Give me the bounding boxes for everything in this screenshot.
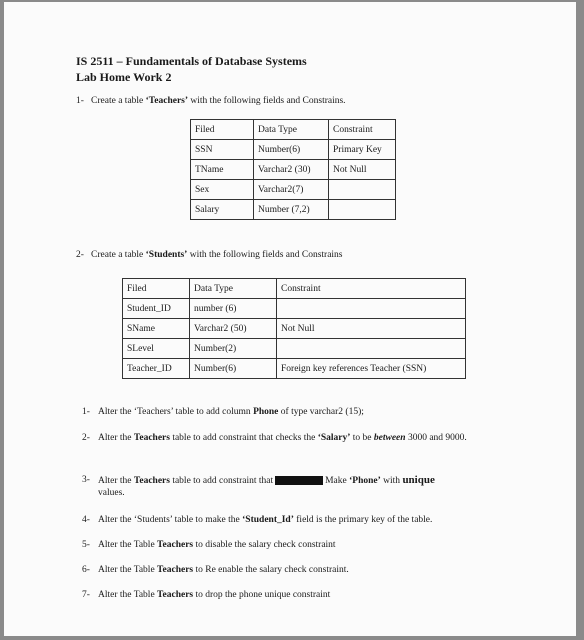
table-cell: Not Null: [329, 160, 396, 180]
task-text: of type varchar2 (15);: [278, 407, 364, 417]
document-page: [4, 2, 576, 636]
table-cell: Number(6): [190, 359, 277, 379]
task-emphasis: unique: [402, 474, 435, 486]
task-emphasis: Phone: [253, 407, 279, 417]
task-3: [82, 474, 512, 500]
table-cell: Sex: [191, 180, 254, 200]
task-2-number: 2-: [82, 433, 90, 443]
question-1: [76, 96, 346, 106]
task-text: to drop the phone unique constraint: [193, 590, 331, 600]
header-cell-type: Data Type: [190, 279, 277, 299]
table-cell: Number (7,2): [254, 200, 329, 220]
task-text: field is the primary key of the table.: [293, 515, 433, 525]
table-cell: Foreign key references Teacher (SSN): [277, 359, 466, 379]
table-cell: Not Null: [277, 319, 466, 339]
task-emphasis: ‘Salary’: [317, 433, 351, 443]
task-6-number: 6-: [82, 565, 90, 575]
table-cell: Salary: [191, 200, 254, 220]
task-text: Alter the Table: [98, 540, 158, 550]
table-cell: [277, 299, 466, 319]
task-3-number: 3-: [82, 475, 90, 485]
students-table: [122, 278, 466, 379]
table-cell: TName: [191, 160, 254, 180]
table-cell: SSN: [191, 140, 254, 160]
table-cell: Varchar2 (50): [190, 319, 277, 339]
task-emphasis: Teachers: [157, 590, 194, 600]
question-2-number: 2-: [76, 250, 84, 260]
task-7-number: 7-: [82, 590, 90, 600]
table-cell: Primary Key: [329, 140, 396, 160]
course-title: IS 2511 – Fundamentals of Database Systems: [76, 54, 307, 68]
table-cell: SName: [123, 319, 190, 339]
header-cell-field: Filed: [123, 279, 190, 299]
task-2-text: [98, 432, 512, 444]
task-4-text: [98, 514, 432, 526]
task-text: 3000 and 9000.: [405, 433, 467, 443]
task-text: values.: [98, 488, 125, 498]
task-text: Alter the Table: [98, 565, 158, 575]
task-text: to Re enable the salary check constraint.: [193, 565, 349, 575]
table-row: [123, 299, 466, 319]
task-1-text: [98, 406, 364, 418]
task-6-text: [98, 564, 349, 576]
teachers-table: [190, 119, 396, 220]
task-text: to disable the salary check constraint: [193, 540, 336, 550]
question-1-post: with the following fields and Constrains.: [188, 96, 346, 106]
table-row: [191, 140, 396, 160]
task-text: Alter the Table: [98, 590, 158, 600]
header-cell-constraint: Constraint: [277, 279, 466, 299]
question-2-table-name: ‘Students’: [145, 250, 188, 260]
table-cell: Number(2): [190, 339, 277, 359]
task-emphasis: Teachers: [133, 476, 170, 486]
header-cell-constraint: Constraint: [329, 120, 396, 140]
task-text: Alter the ‘Teachers’ table to add column: [98, 407, 254, 417]
table-row: [123, 319, 466, 339]
task-text: table to add constraint that checks the: [169, 433, 318, 443]
task-5-text: [98, 539, 336, 551]
task-text: to be: [350, 433, 374, 443]
task-text: Alter the: [98, 476, 134, 486]
task-emphasis: Teachers: [133, 433, 170, 443]
assignment-title: Lab Home Work 2: [76, 70, 172, 84]
table-cell: Varchar2(7): [254, 180, 329, 200]
table-row: [123, 359, 466, 379]
task-4-number: 4-: [82, 515, 90, 525]
table-cell: SLevel: [123, 339, 190, 359]
question-2-pre: Create a table: [91, 250, 146, 260]
task-7-text: [98, 589, 330, 601]
table-row: [191, 200, 396, 220]
table-row: [123, 339, 466, 359]
task-emphasis: ‘Student_Id’: [242, 515, 294, 525]
table-cell: [329, 180, 396, 200]
redaction-block: [275, 476, 323, 485]
table-cell: Varchar2 (30): [254, 160, 329, 180]
task-text: table to add constraint that: [169, 476, 274, 486]
task-1-number: 1-: [82, 407, 90, 417]
table-cell: [277, 339, 466, 359]
task-3-text: [98, 474, 512, 499]
header-cell-type: Data Type: [254, 120, 329, 140]
task-5-number: 5-: [82, 540, 90, 550]
task-emphasis: Teachers: [157, 565, 194, 575]
table-cell: Teacher_ID: [123, 359, 190, 379]
task-emphasis: ‘Phone’: [349, 476, 381, 486]
table-cell: number (6): [190, 299, 277, 319]
task-emphasis: between: [373, 433, 406, 443]
table-header-row: [191, 120, 396, 140]
table-cell: Student_ID: [123, 299, 190, 319]
header-cell-field: Filed: [191, 120, 254, 140]
task-text: Make: [325, 476, 350, 486]
task-2: [82, 432, 512, 458]
table-row: [191, 180, 396, 200]
table-header-row: [123, 279, 466, 299]
task-text: Alter the: [98, 433, 134, 443]
task-text: with: [380, 476, 403, 486]
table-cell: [329, 200, 396, 220]
question-1-pre: Create a table: [91, 96, 146, 106]
question-2-post: with the following fields and Constrains: [187, 250, 343, 260]
question-1-table-name: ‘Teachers’: [145, 96, 189, 106]
table-row: [191, 160, 396, 180]
task-emphasis: Teachers: [157, 540, 194, 550]
task-text: Alter the ‘Students’ table to make the: [98, 515, 243, 525]
question-2: [76, 250, 343, 260]
question-1-number: 1-: [76, 96, 84, 106]
table-cell: Number(6): [254, 140, 329, 160]
